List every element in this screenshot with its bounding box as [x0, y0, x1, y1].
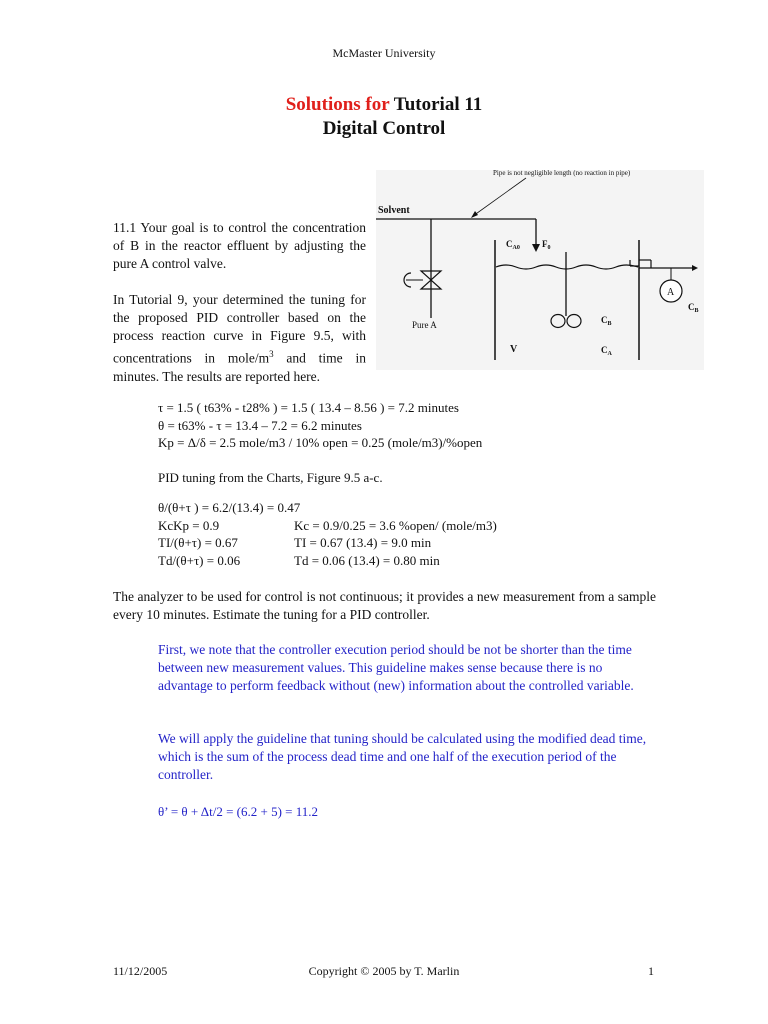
table-row: [158, 534, 432, 552]
pipe-note: Pipe is not negligible length (no reaction in pipe): [493, 170, 631, 177]
ratio-row: θ/(θ+τ ) = 6.2/(13.4) = 0.47: [158, 500, 301, 515]
footer-copyright: Copyright © 2005 by T. Marlin: [308, 964, 460, 978]
agitator-icon: [551, 315, 565, 328]
correlation-value: Td/(θ+τ) = 0.06: [158, 552, 241, 568]
theta-equation: θ = t63% - τ = 13.4 – 7.2 = 6.2 minutes: [158, 417, 362, 433]
title-prefix: Solutions for: [285, 94, 390, 115]
footer-date: 11/12/2005: [113, 964, 168, 978]
intro-text: [113, 219, 366, 404]
table-row: [158, 517, 497, 535]
problem-statement: 11.1 Your goal is to control the concentration of B in the reactor effluent by adjusting the pure A control valve.: [113, 220, 366, 271]
analyzer-question: The analyzer to be used for control is not continuous; it provides a new measurement from a sample every 10 minutes. Estimate the tuning for a PID controller.: [113, 589, 656, 622]
title-main: Tutorial 11: [393, 94, 483, 115]
page-number: 1: [648, 964, 654, 978]
analyzer-label: A: [667, 287, 675, 298]
volume-label: V: [510, 344, 518, 355]
correlation-value: TI/(θ+τ) = 0.67: [158, 535, 238, 550]
reactor-figure: [376, 170, 704, 370]
feed-arrow: [532, 244, 540, 252]
solvent-label: Solvent: [378, 205, 410, 216]
pipe-note-arrowhead: [471, 211, 478, 218]
answer-execution-period: First, we note that the controller execution period should be not be shorter than the time between new measurement values. This guideline makes sense because there is no advantage to perform feedback without (new) information about the controlled variable.: [158, 642, 634, 693]
pid-tuning-heading: PID tuning from the Charts, Figure 9.5 a-c.: [158, 470, 383, 485]
cb-outlet-label: $C_B$: [688, 302, 699, 314]
liquid-level: [496, 265, 638, 269]
tau-equation: τ = 1.5 ( t63% - t28% ) = 1.5 ( 13.4 – 8.56 ) = 7.2 minutes: [158, 400, 459, 415]
tutorial-9-reference: In Tutorial 9, your determined the tuning for the proposed PID controller based on the process reaction curve in Figure 9.5, with concentrations in mole/$m^3$ and time in minutes. The results are reported here.: [113, 292, 366, 384]
reaction-curve-results: [158, 399, 482, 452]
page-header: McMaster University: [332, 46, 436, 60]
f0-label: $F_0$: [542, 239, 551, 251]
modified-dead-time-equation: θ’ = θ + Δt/2 = (6.2 + 5) = 11.2: [158, 804, 319, 819]
kp-equation: Kp = Δ/δ = 2.5 mole/m3 / 10% open = 0.25 (mole/m3)/%open: [158, 435, 483, 450]
page-subtitle: Digital Control: [322, 118, 446, 139]
answer-modified-dead-time: We will apply the guideline that tuning should be calculated using the modified dead time, which is the sum of the process dead time and one half of the execution period of the controller.: [158, 731, 647, 782]
table-row: [158, 552, 440, 570]
pid-tuning-table: [158, 499, 497, 569]
pure-a-label: Pure A: [412, 320, 437, 330]
ca-tank-label: $C_A$: [601, 345, 612, 357]
correlation-value: KcKp = 0.9: [158, 517, 220, 533]
tuning-value: Td = 0.06 (13.4) = 0.80 min: [294, 552, 440, 568]
cb-tank-label: $C_B$: [601, 315, 612, 327]
ca0-label: $C_{A0}$: [506, 239, 520, 251]
reactor-diagram: [376, 170, 704, 370]
tuning-value: TI = 0.67 (13.4) = 9.0 min: [294, 535, 432, 550]
page-title: [0, 94, 768, 116]
outlet-arrow: [692, 265, 698, 271]
pipe-note-arrow: [473, 178, 526, 216]
tuning-value: Kc = 0.9/0.25 = 3.6 %open/ (mole/m3): [294, 517, 497, 533]
